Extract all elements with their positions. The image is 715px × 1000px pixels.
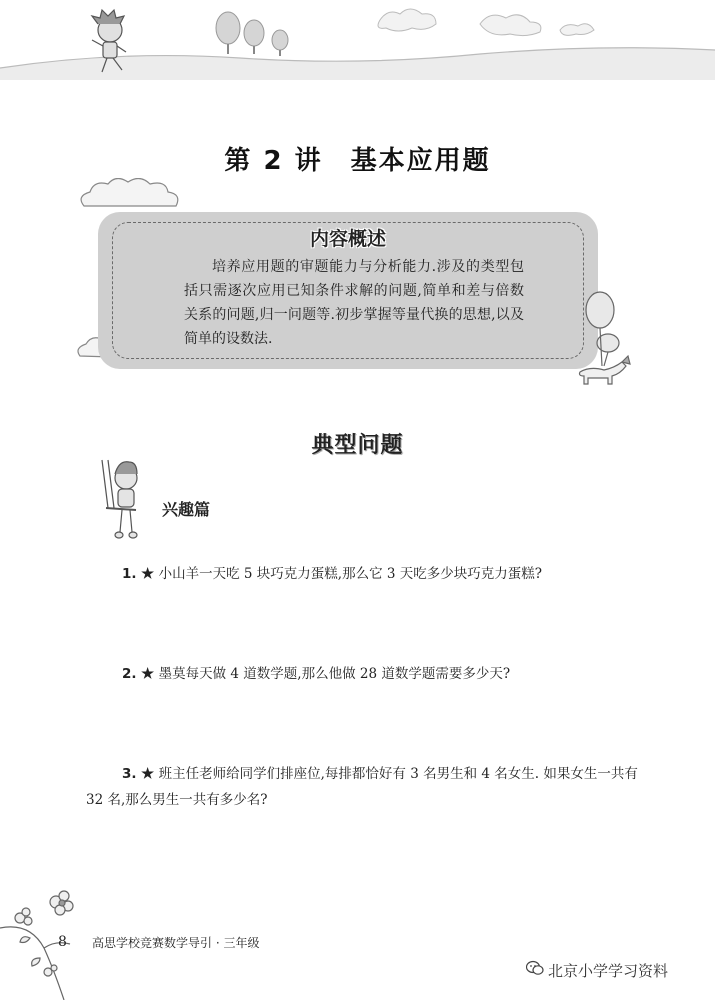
problem-text-line1: 班主任老师给同学们排座位,每排都恰好有 3 名男生和 4 名女生. 如果女生一共有 — [158, 766, 638, 782]
lecture-title — [0, 140, 715, 177]
overview-heading: 内容概述 — [309, 228, 386, 250]
cloud-icon — [378, 9, 594, 36]
problem-number: 2. — [122, 666, 137, 682]
tree-icon — [216, 12, 288, 50]
problem-item — [122, 661, 510, 687]
girl-on-swing-icon — [96, 458, 144, 542]
problem-item — [122, 561, 542, 587]
problem-item — [122, 761, 638, 787]
problem-text: 小山羊一天吃 5 块巧克力蛋糕,那么它 3 天吃多少块巧克力蛋糕? — [158, 566, 542, 582]
problem-number: 3. — [122, 766, 137, 782]
watermark-text: 北京小学学习资料 — [548, 962, 669, 980]
star-icon: ★ — [140, 566, 155, 582]
wechat-icon — [526, 960, 544, 976]
section-heading: 典型问题 — [311, 433, 404, 458]
star-icon: ★ — [140, 766, 155, 782]
subsection-title: 兴趣篇 — [162, 500, 211, 519]
balloon-tree-dog-icon — [560, 288, 640, 388]
problem-text-continuation: 32 名,那么男生一共有多少名? — [86, 792, 268, 808]
lecture-number: 第 2 讲 — [224, 146, 323, 176]
problem-text: 墨莫每天做 4 道数学题,那么他做 28 道数学题需要多少天? — [158, 666, 511, 682]
star-icon: ★ — [140, 666, 155, 682]
problem-number: 1. — [122, 566, 137, 582]
page-number: 8 — [58, 934, 67, 950]
book-title: 高思学校竞赛数学导引 · 三年级 — [92, 936, 260, 950]
cloud-icon — [76, 178, 186, 214]
overview-text: 培养应用题的审题能力与分析能力.涉及的类型包括只需逐次应用已知条件求解的问题,简单和差与倍数关系的问题,归一问题等.初步掌握等量代换的思想,以及简单的设数法. — [184, 259, 524, 347]
header-decoration — [0, 0, 715, 80]
floral-vine-icon — [0, 888, 82, 1000]
lecture-topic: 基本应用题 — [350, 146, 491, 176]
